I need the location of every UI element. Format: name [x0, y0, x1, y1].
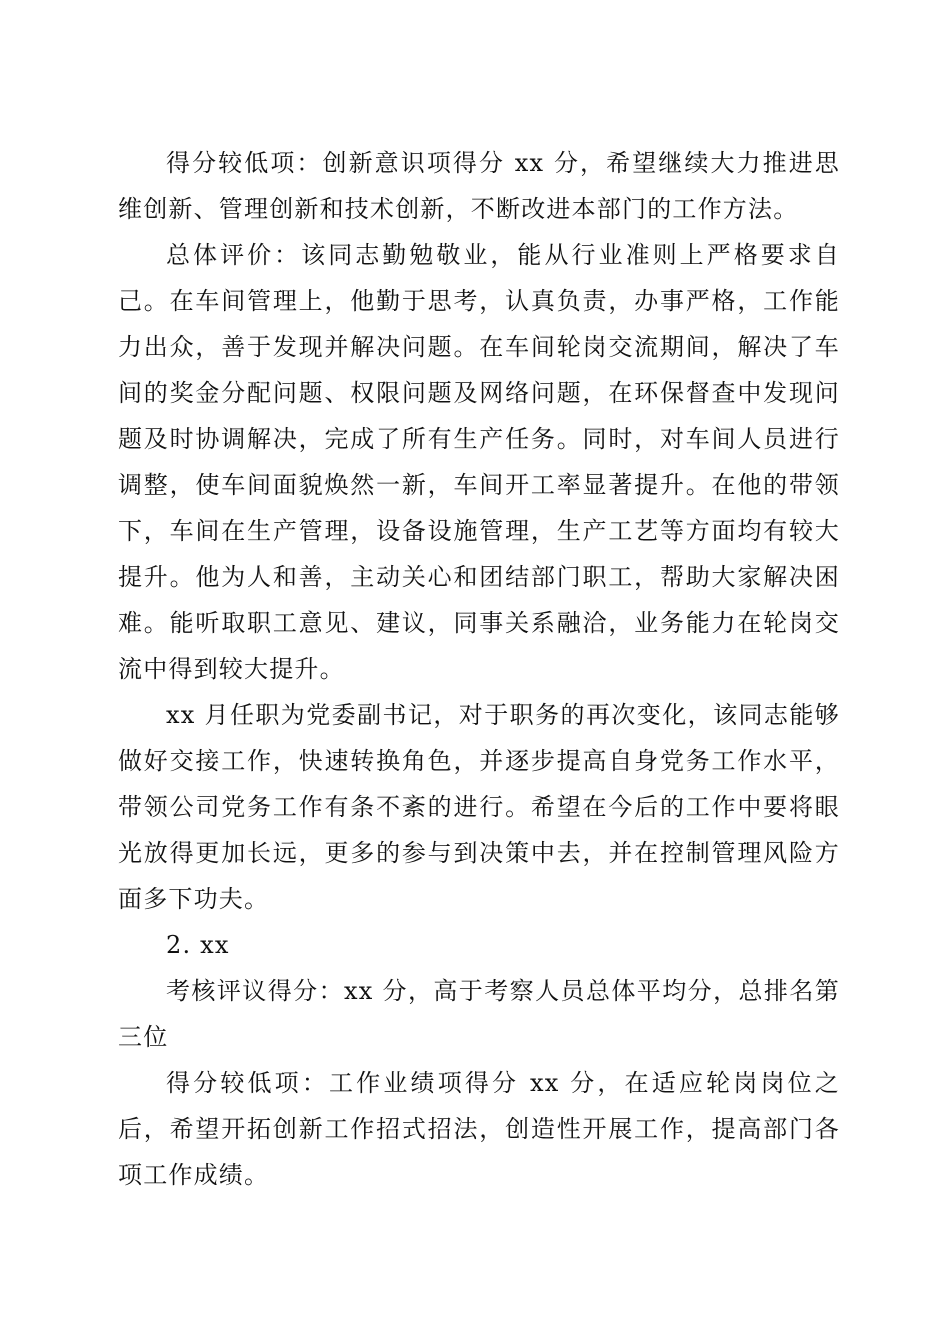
paragraph-overall-evaluation: 总体评价：该同志勤勉敬业，能从行业准则上严格要求自己。在车间管理上，他勤于思考，认真负责，办事严格，工作能力出众，善于发现并解决问题。在车间轮岗交流期间，解决了车间的奖金分配问题、权限问题及网络问题，在环保督查中发现问题及时协调解决，完成了所有生产任务。同时，对车间人员进行调整，使车间面貌焕然一新，车间开工率显著提升。在他的带领下，车间在生产管理，设备设施管理，生产工艺等方面均有较大提升。他为人和善，主动关心和团结部门职工，帮助大家解决困难。能听取职工意见、建议，同事关系融洽，业务能力在轮岗交流中得到较大提升。 — [118, 241, 840, 683]
document-body — [118, 140, 840, 1198]
paragraph-assessment-score: 考核评议得分：xx 分，高于考察人员总体平均分，总排名第三位 — [118, 977, 840, 1051]
section-heading-2: 2. xx — [166, 931, 230, 959]
paragraph-low-score-innovation: 得分较低项：创新意识项得分 xx 分，希望继续大力推进思维创新、管理创新和技术创新，不断改进本部门的工作方法。 — [118, 149, 840, 223]
paragraph-low-score-performance: 得分较低项：工作业绩项得分 xx 分，在适应轮岗岗位之后，希望开拓创新工作招式招法，创造性开展工作，提高部门各项工作成绩。 — [118, 1069, 840, 1189]
paragraph-party-secretary: xx 月任职为党委副书记，对于职务的再次变化，该同志能够做好交接工作，快速转换角色，并逐步提高自身党务工作水平，带领公司党务工作有条不紊的进行。希望在今后的工作中要将眼光放得更加长远，更多的参与到决策中去，并在控制管理风险方面多下功夫。 — [118, 701, 840, 913]
